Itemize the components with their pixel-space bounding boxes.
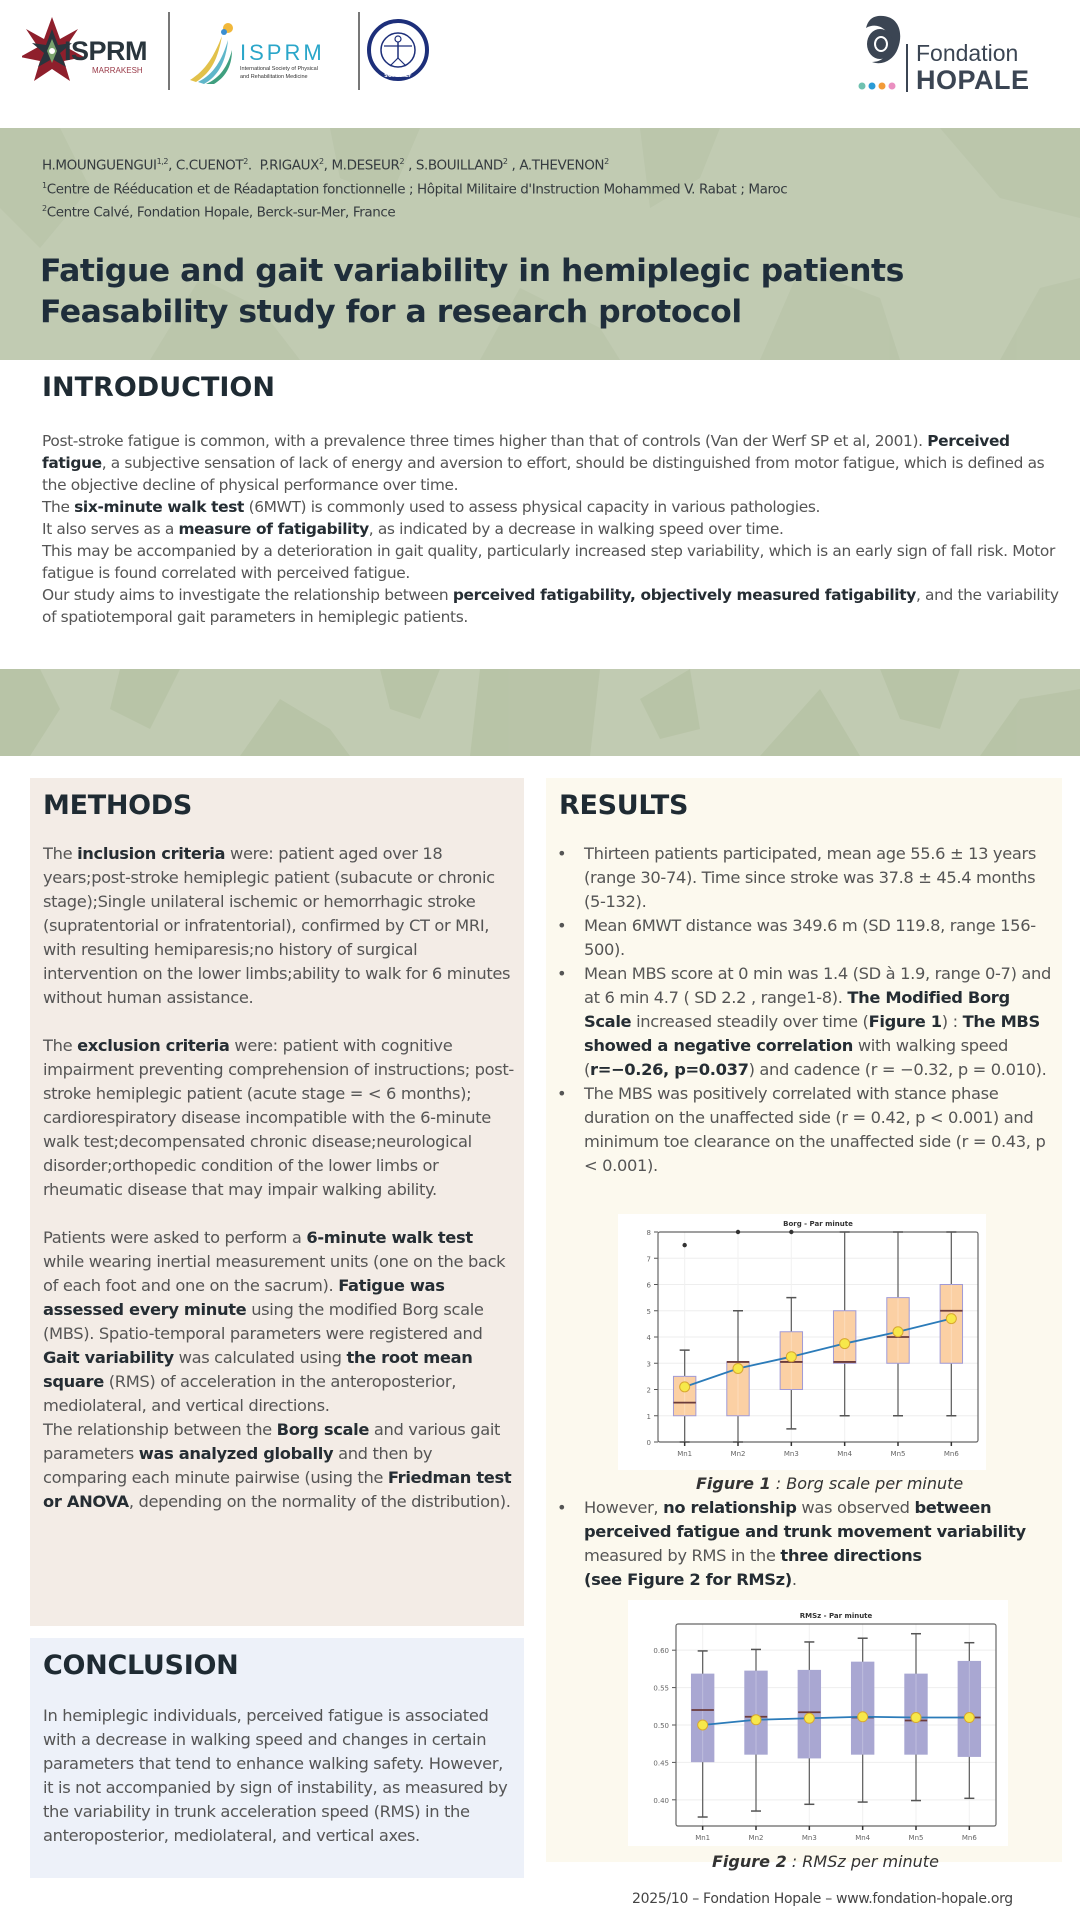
methods-heading: METHODS (43, 790, 193, 821)
y-tick-label: 5 (646, 1307, 651, 1316)
text-run: using the modified Borg scale (MBS). Spatio-temporal parameters were registered and (43, 1300, 484, 1343)
x-tick-label: Mn6 (961, 1834, 977, 1842)
mean-line (685, 1319, 952, 1387)
text-run: , a subjective sensation of lack of energy and aversion to effort, should be distinguished from motor fatigue, which is defined as the objective decline of physical performance over time. (42, 454, 1045, 494)
results-list (554, 842, 1054, 1178)
emphasis: Gait variability (43, 1348, 174, 1367)
emphasis: inclusion criteria (77, 844, 226, 863)
author-sup: 1,2 (156, 157, 169, 166)
text-run: However, (584, 1498, 664, 1517)
author-sup: 2 (399, 157, 405, 166)
emphasis: Fatigue was assessed every minute (43, 1276, 445, 1319)
x-tick-label: Mn5 (890, 1450, 906, 1458)
author-name: H.MOUNGUENGUI (42, 157, 157, 174)
text-run: It also serves as a (42, 520, 179, 538)
authors-block (42, 152, 787, 223)
text-run: Post-stroke fatigue is common, with a prevalence three times higher than that of controls (Van der Werf SP et al, 2001). (42, 432, 928, 450)
emphasis: Borg scale (276, 1420, 370, 1439)
isprm-subtext-2: and Rehabilitation Medicine (240, 74, 308, 80)
text-run: The (42, 498, 75, 516)
y-tick-label: 0.40 (653, 1796, 669, 1805)
text-run: ) and cadence (r = −0.32, p = 0.010). (748, 1060, 1047, 1079)
affiliation-text: Centre de Rééducation et de Réadaptation fonctionnelle ; Hôpital Militaire d'Instruction Mohammed V. Rabat ; Maroc (46, 181, 788, 197)
hopale-divider (906, 44, 908, 92)
y-tick-label: 7 (646, 1255, 651, 1264)
methods-body (43, 842, 515, 1514)
isprm-logo (188, 20, 343, 86)
results-heading: RESULTS (559, 790, 689, 821)
author-name: C.CUENOT (175, 157, 244, 174)
result-item: • Mean 6MWT distance was 349.6 m (SD 119.8, range 156-500). (554, 914, 1054, 962)
marrakesh-label: MARRAKESH (92, 66, 143, 75)
emphasis: r=−0.26, p=0.037 (590, 1060, 749, 1079)
somaref-text: SOMAREF (384, 73, 412, 79)
intro-paragraph: This may be accompanied by a deterioration in gait quality, particularly increased step variability, which is an early sign of fall risk. Motor fatigue is found correlated with perceived fatigue. (42, 542, 1055, 582)
affiliation-sup: 1 (42, 180, 47, 190)
text-run: , and the variability of spatiotemporal gait parameters in hemiplegic patients. (42, 586, 1059, 626)
isprm-wordmark: ISPRM (240, 40, 325, 65)
mean-marker (911, 1713, 921, 1723)
header-logos (0, 0, 1080, 128)
mean-marker (964, 1713, 974, 1723)
isprm-marrakesh-wordmark: ISPRM (64, 36, 148, 66)
figure-2-chart (628, 1600, 1008, 1846)
mean-marker (698, 1720, 708, 1730)
x-tick-label: Mn5 (908, 1834, 924, 1842)
vitruvian-man-icon (366, 18, 430, 82)
rmsz-boxplot (628, 1600, 1008, 1846)
inclusion-criteria (43, 842, 515, 1010)
results-list-2 (554, 1496, 1054, 1592)
conclusion-heading: CONCLUSION (43, 1650, 239, 1681)
text-run: (RMS) of acceleration in the anteroposterior, mediolateral, and vertical directions. (43, 1372, 457, 1415)
emphasis: three directions (780, 1546, 922, 1565)
x-tick-label: Mn2 (748, 1834, 764, 1842)
introduction-heading: INTRODUCTION (42, 372, 275, 403)
text-run: The (43, 1036, 78, 1055)
emphasis: Figure 1 (868, 1012, 942, 1031)
text-run: ) : (941, 1012, 963, 1031)
mean-marker (680, 1382, 690, 1392)
text-run: Mean MBS score at 0 min was 1.4 (SD à 1.9, range 0-7) and at 6 min 4.7 ( SD 2.2 , range1-8). (584, 964, 1051, 1007)
text-run: The relationship between the (43, 1420, 277, 1439)
conclusion-panel (30, 1638, 524, 1878)
x-tick-label: Mn3 (801, 1834, 817, 1842)
text-run: were: patient aged over 18 years;post-stroke hemiplegic patient (subacute or chronic stage);Single unilateral ischemic or hemorrhagic stroke (supratentorial or infratentorial), confirmed by CT or MRI, with resulting hemiparesis;no history of surgical intervention on the lower limbs;ability to walk for 6 minutes without human assistance. (43, 844, 511, 1007)
logo-divider (358, 12, 360, 90)
footer-text: 2025/10 – Fondation Hopale – www.fondation-hopale.org (632, 1891, 1013, 1907)
hopale-swirl-icon (858, 14, 906, 94)
poster-title (40, 251, 904, 333)
text-run: The (43, 844, 78, 863)
y-tick-label: 1 (646, 1412, 651, 1421)
y-tick-label: 3 (646, 1360, 651, 1369)
caption-text: : Borg scale per minute (770, 1474, 964, 1493)
result-item: • Thirteen patients participated, mean age 55.6 ± 13 years (range 30-74). Time since stroke was 37.8 ± 45.4 months (5-132). (554, 842, 1054, 914)
emphasis: The Modified Borg Scale (584, 988, 1010, 1031)
x-tick-label: Mn1 (695, 1834, 711, 1842)
text-run: Our study aims to investigate the relationship between (42, 586, 453, 604)
caption-label: Figure 2 (712, 1852, 787, 1871)
author-sup: 2 (604, 157, 609, 166)
mean-line (703, 1717, 970, 1725)
isprm-marrakesh-logo (22, 10, 152, 92)
emphasis: between perceived fatigue and trunk movement variability (584, 1498, 1026, 1541)
text-run: and various gait parameters (43, 1420, 501, 1463)
exclusion-criteria (43, 1034, 515, 1202)
x-tick-label: Mn4 (837, 1450, 853, 1458)
x-tick-label: Mn4 (855, 1834, 871, 1842)
mean-marker (733, 1364, 743, 1374)
author-sup: 2 (318, 157, 324, 166)
outlier-point (736, 1230, 740, 1234)
title-line-2: Feasability study for a research protocol (40, 294, 742, 330)
emphasis: Perceived fatigue (42, 432, 1010, 472)
methods-panel (30, 778, 524, 1626)
outlier-point (789, 1230, 793, 1234)
mean-marker (786, 1352, 796, 1362)
result-item (554, 1496, 1054, 1592)
mean-marker (804, 1713, 814, 1723)
mean-marker (893, 1327, 903, 1337)
y-tick-label: 0.50 (653, 1722, 669, 1730)
hopale-wordmark (916, 42, 1030, 94)
y-tick-label: 4 (646, 1334, 651, 1342)
author-sup: 2 (502, 157, 508, 166)
y-tick-label: 0.55 (653, 1684, 669, 1693)
result-item: • The MBS was positively correlated with stance phase duration on the unaffected side (r = 0.42, p < 0.001) and minimum toe clearance on the unaffected side (r = 0.43, p < 0.001). (554, 1082, 1054, 1178)
fondation-hopale-logo (858, 14, 1058, 94)
text-run: while wearing inertial measurement units (one on the back of each foot and one on the sacrum). (43, 1252, 506, 1295)
title-line-1: Fatigue and gait variability in hemiplegic patients (40, 253, 904, 289)
text-run: was calculated using (173, 1348, 347, 1367)
intro-paragraph (42, 518, 1062, 540)
y-tick-label: 6 (646, 1281, 651, 1290)
x-tick-label: Mn3 (783, 1450, 799, 1458)
intro-paragraph (42, 430, 1062, 496)
caption-label: Figure 1 (696, 1474, 771, 1493)
author-name: M.DESEUR (331, 157, 400, 174)
somaref-logo (366, 18, 430, 82)
emphasis: no relationship (663, 1498, 797, 1517)
y-tick-label: 0 (646, 1439, 651, 1447)
hopale-line2: HOPALE (916, 65, 1030, 95)
logo-divider (168, 12, 170, 90)
affiliation-text: Centre Calvé, Fondation Hopale, Berck-sur-Mer, France (46, 204, 396, 221)
emphasis: exclusion criteria (77, 1036, 230, 1055)
text-run: measured by RMS in the (584, 1546, 781, 1565)
mean-marker (858, 1712, 868, 1722)
author-sup: 2 (243, 157, 248, 166)
x-tick-label: Mn1 (677, 1450, 693, 1458)
mean-marker (946, 1314, 956, 1324)
text-run: , as indicated by a decrease in walking speed over time. (368, 520, 784, 538)
figure-1-chart (618, 1214, 986, 1470)
x-tick-label: Mn2 (730, 1450, 746, 1458)
figure-2-caption (712, 1852, 939, 1871)
text-run: was observed (796, 1498, 915, 1517)
text-run: increased steadily over time ( (631, 1012, 869, 1031)
text-run: Patients were asked to perform a (43, 1228, 307, 1247)
affiliation-2 (42, 199, 787, 223)
emphasis: (see Figure 2 for RMSz) (584, 1570, 792, 1589)
emphasis: The MBS showed a negative correlation (584, 1012, 1040, 1055)
y-tick-label: 0.45 (653, 1759, 669, 1768)
x-tick-label: Mn6 (943, 1450, 959, 1458)
emphasis: perceived fatigability, objectively measured fatigability (452, 586, 916, 604)
conclusion-text: In hemiplegic individuals, perceived fatigue is associated with a decrease in walking speed and changes in certain parameters that tend to enhance walking safety. However, it is not accompanied by sign of instability, as measured by the variability in trunk acceleration speed (RMS) in the anteroposterior, mediolateral, and vertical axes. (43, 1706, 508, 1845)
isprm-subtext-1: International Society of Physical (240, 66, 318, 72)
y-tick-label: 2 (646, 1386, 651, 1395)
text-run: (6MWT) is commonly used to assess physical capacity in various pathologies. (244, 498, 821, 516)
emphasis: Friedman test or ANOVA (43, 1468, 512, 1511)
text-run: were: patient with cognitive impairment preventing comprehension of instructions; post-stroke hemiplegic patient (acute stage = < 6 months); cardiorespiratory disease incompatible with the 6-minute walk test;decompensated chronic disease;neurological disorder;orthopedic condition of the lower limbs or rheumatic disease that may impair walking ability. (43, 1036, 514, 1199)
affiliation-1 (42, 176, 787, 200)
background-pattern (0, 669, 1080, 756)
affiliation-sup: 2 (42, 204, 47, 213)
title-banner (0, 128, 1080, 360)
result-item (554, 962, 1054, 1082)
text-run: . (791, 1570, 797, 1589)
mean-marker (840, 1339, 850, 1349)
text-run: and then by comparing each minute pairwise (using the (43, 1444, 433, 1487)
borg-boxplot (618, 1214, 986, 1470)
isprm-swoosh-icon (188, 20, 248, 86)
introduction-text (42, 430, 1062, 628)
author-name: S.BOUILLAND (415, 157, 503, 174)
emphasis: 6-minute walk test (306, 1228, 473, 1247)
protocol-description (43, 1226, 515, 1514)
author-list: H.MOUNGUENGUI$^{1,2}$, C.CUENOT$^2$. P.RIGAUX$^2$, M.DESEUR$^2$ , S.BOUILLAND$^2$ , A.THEVENON$^2$ (42, 157, 609, 174)
caption-text: : RMSz per minute (786, 1852, 939, 1871)
chart-title: RMSz - Par minute (799, 1612, 873, 1620)
author-name: P.RIGAUX (259, 157, 319, 174)
emphasis: was analyzed globally (138, 1444, 334, 1463)
hopale-line1: Fondation (916, 40, 1019, 66)
author-name: A.THEVENON (519, 157, 605, 174)
text-run: , depending on the normality of the distribution). (128, 1492, 511, 1511)
y-tick-label: 8 (646, 1229, 651, 1237)
y-tick-label: 0.60 (653, 1647, 669, 1656)
chart-title: Borg - Par minute (783, 1220, 853, 1228)
emphasis: measure of fatigability (178, 520, 369, 538)
intro-paragraph (42, 584, 1062, 628)
emphasis: six-minute walk test (74, 498, 245, 516)
mean-marker (751, 1715, 761, 1725)
text-run: with walking speed ( (584, 1036, 1009, 1079)
decorative-band (0, 669, 1080, 756)
outlier-point (682, 1243, 686, 1247)
intro-paragraph (42, 496, 1062, 518)
figure-1-caption (696, 1474, 963, 1493)
emphasis: the root mean square (43, 1348, 473, 1391)
results-panel (546, 778, 1062, 1871)
